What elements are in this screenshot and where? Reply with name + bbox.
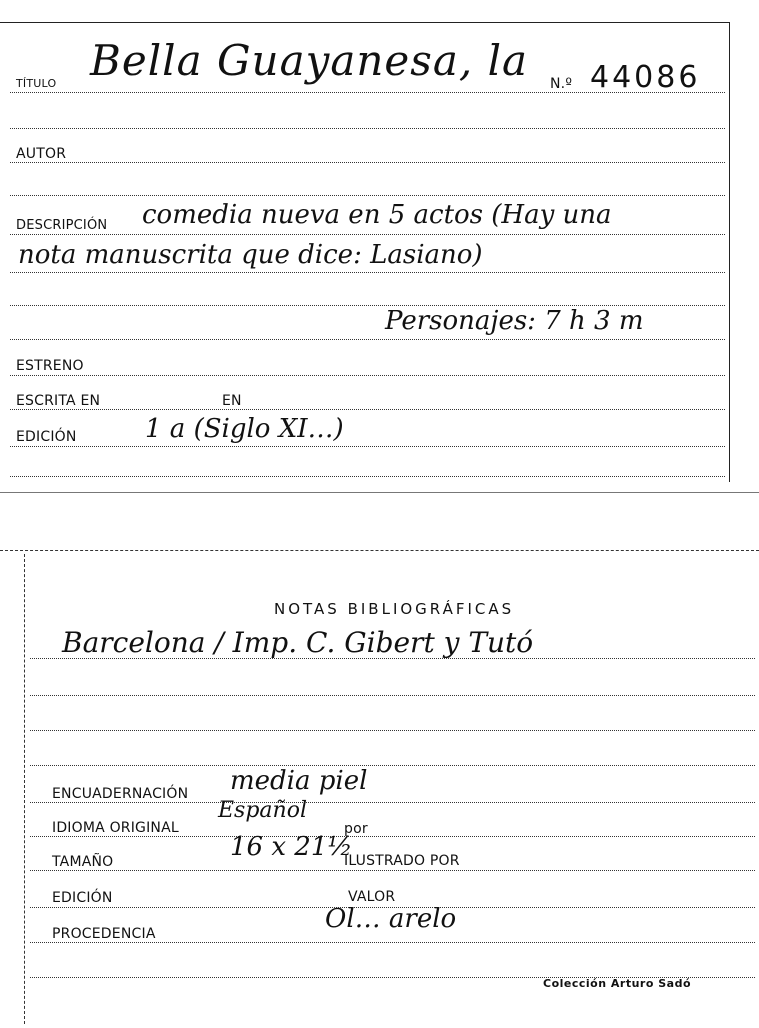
titulo-value: Bella Guayanesa, la — [90, 36, 529, 85]
rule-edicion — [10, 446, 725, 447]
personajes-value: Personajes: 7 h 3 m — [385, 306, 644, 336]
procedencia-label: PROCEDENCIA — [52, 926, 156, 942]
idioma-value: Español — [218, 798, 307, 823]
rule — [30, 695, 755, 696]
rule — [10, 272, 725, 273]
rule-encuadernacion — [30, 802, 755, 803]
top-border — [0, 22, 730, 23]
rule-escrita — [10, 409, 725, 410]
right-border — [729, 22, 730, 482]
en-label: EN — [222, 393, 242, 409]
rule — [10, 476, 725, 477]
edicion-value: 1 a (Siglo XI…) — [145, 414, 344, 444]
cut-line — [0, 492, 759, 493]
tamano-value: 16 x 21½ — [230, 832, 353, 862]
encuadernacion-label: ENCUADERNACIÓN — [52, 786, 189, 802]
tamano-label: TAMAÑO — [52, 854, 114, 870]
por-label: por — [344, 821, 368, 837]
numero-value: 44086 — [590, 60, 701, 95]
descripcion-line1: comedia nueva en 5 actos (Hay una — [142, 200, 612, 230]
procedencia-value: Ol… arelo — [325, 904, 457, 934]
notas-line1: Barcelona / Imp. C. Gibert y Tutó — [62, 626, 534, 659]
notas-heading: NOTAS BIBLIOGRÁFICAS — [274, 600, 515, 618]
collection-credit: Colección Arturo Sadó — [543, 977, 692, 990]
encuadernacion-value: media piel — [230, 766, 368, 796]
idioma-label: IDIOMA ORIGINAL — [52, 820, 179, 836]
rule — [10, 195, 725, 196]
descripcion-line2: nota manuscrita que dice: Lasiano) — [18, 240, 483, 270]
numero-label: N.º — [550, 76, 573, 92]
titulo-label: TÍTULO — [16, 77, 57, 90]
edicion-label: EDICIÓN — [52, 890, 113, 906]
rule-autor — [10, 162, 725, 163]
rule-estreno — [10, 375, 725, 376]
edicion-label: EDICIÓN — [16, 429, 77, 445]
top-border — [0, 550, 759, 551]
rule — [30, 765, 755, 766]
valor-label: VALOR — [348, 889, 396, 905]
rule-notas — [30, 658, 755, 659]
rule-procedencia — [30, 942, 755, 943]
estreno-label: ESTRENO — [16, 358, 84, 374]
ilustrado-label: ILUSTRADO POR — [344, 853, 460, 869]
catalog-card-bottom — [0, 540, 759, 1028]
rule-idioma — [30, 836, 755, 837]
autor-label: AUTOR — [16, 146, 67, 162]
escrita-en-label: ESCRITA EN — [16, 393, 101, 409]
catalog-card-top — [0, 0, 759, 494]
rule — [10, 128, 725, 129]
rule — [30, 730, 755, 731]
rule-tamano — [30, 870, 755, 871]
rule — [10, 339, 725, 340]
rule-descripcion — [10, 234, 725, 235]
descripcion-label: DESCRIPCIÓN — [16, 218, 108, 233]
left-border — [24, 554, 25, 1024]
